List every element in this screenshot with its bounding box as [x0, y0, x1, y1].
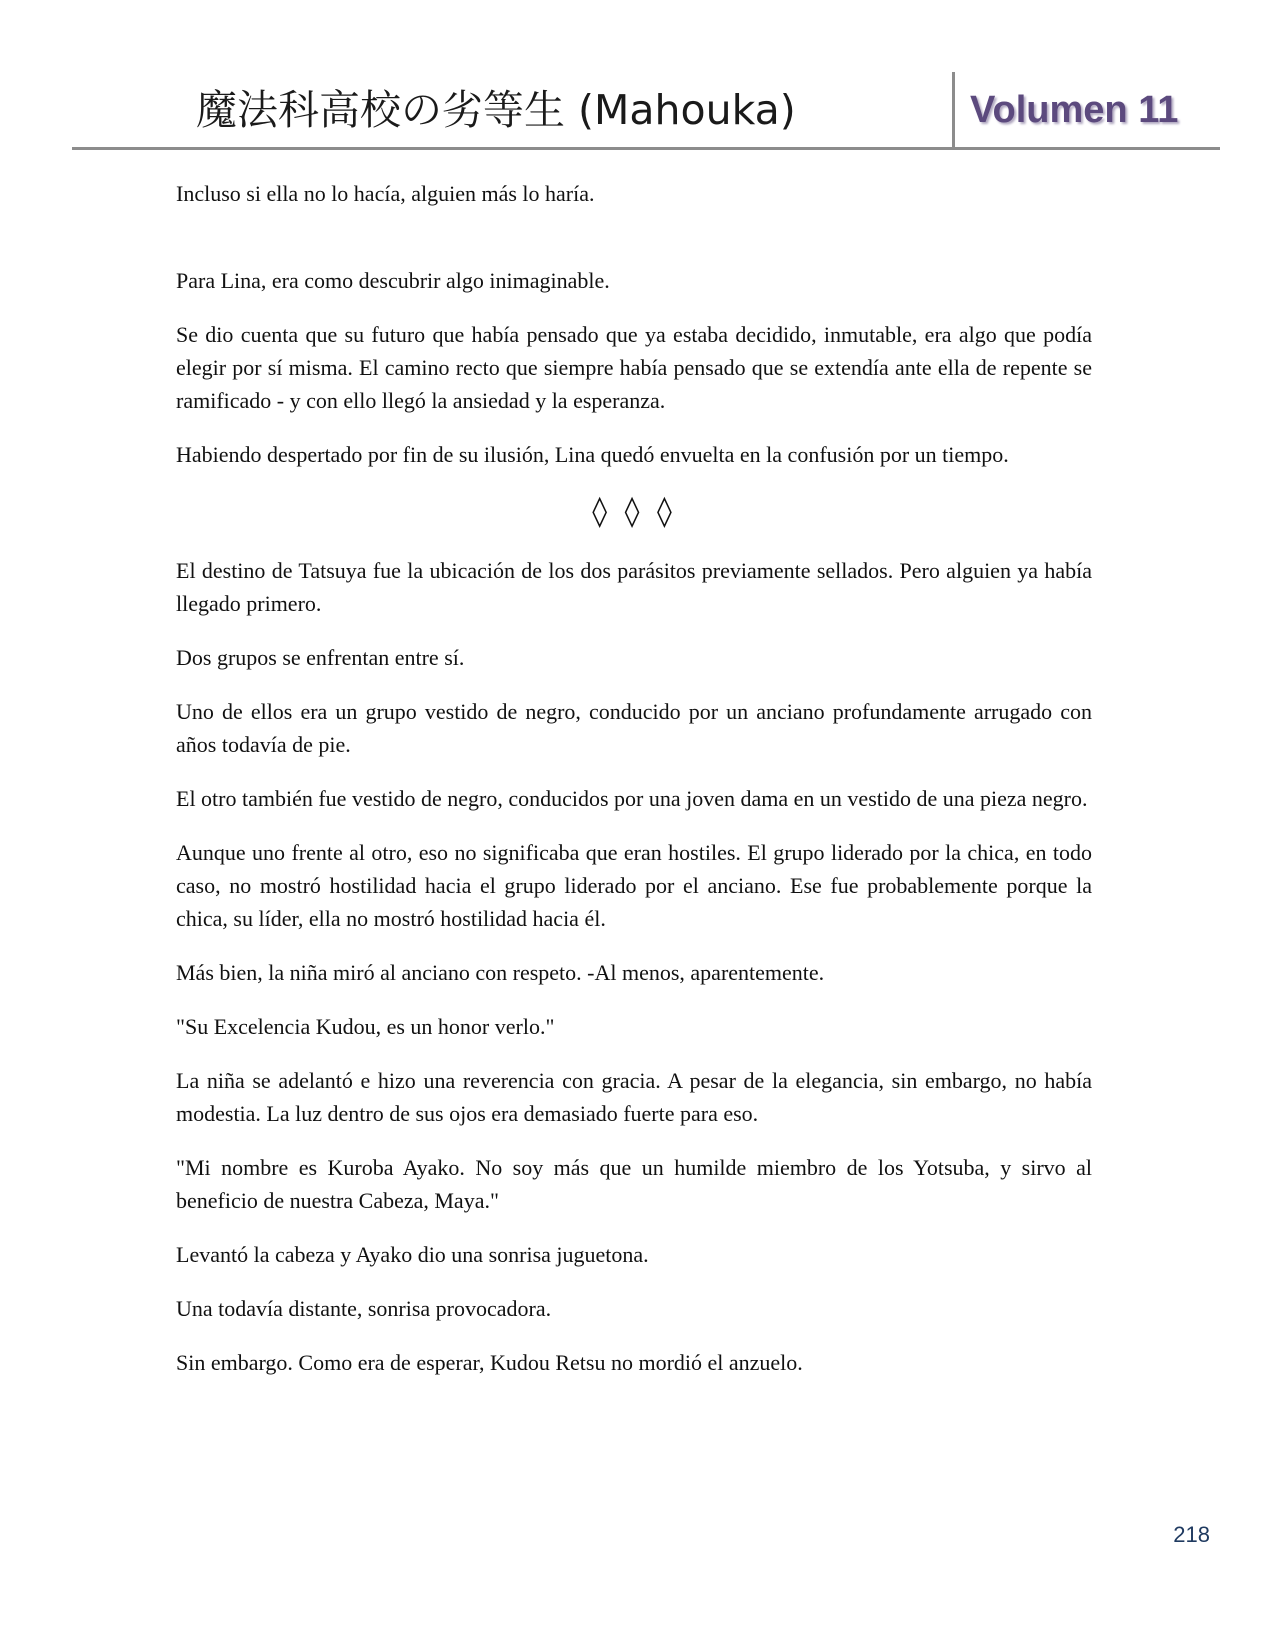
page-number: 218 [1173, 1522, 1210, 1547]
paragraph: Más bien, la niña miró al anciano con respeto. -Al menos, aparentemente. [176, 960, 825, 985]
scene-break: ◊ ◊ ◊ [592, 494, 676, 529]
paragraph: "Mi nombre es Kuroba Ayako. No soy más que un humilde miembro de los Yotsuba, y sirvo al beneficio de nuestra Cabeza, Maya." [176, 1155, 1092, 1213]
page-body [176, 177, 1092, 1400]
paragraph: Incluso si ella no lo hacía, alguien más lo haría. [176, 181, 595, 206]
page-header [72, 70, 1220, 150]
paragraph: Se dio cuenta que su futuro que había pensado que ya estaba decidido, inmutable, era algo que podía elegir por sí misma. El camino recto que siempre había pensado que se extendía ante ella de repente se ramificado - y con ello llegó la ansiedad y la esperanza. [176, 322, 1092, 413]
book-title: 魔法科高校の劣等生 (Mahouka) [196, 86, 796, 134]
paragraph: "Su Excelencia Kudou, es un honor verlo." [176, 1014, 555, 1039]
volume-label: Volumen 11 [970, 89, 1179, 131]
paragraph: Aunque uno frente al otro, eso no significaba que eran hostiles. El grupo liderado por la chica, en todo caso, no mostró hostilidad hacia el grupo liderado por el anciano. Ese fue probablemente porque la chica, su líder, ella no mostró hostilidad hacia él. [176, 840, 1092, 931]
paragraph: El destino de Tatsuya fue la ubicación de los dos parásitos previamente sellados. Pero alguien ya había llegado primero. [176, 558, 1092, 616]
paragraph: Sin embargo. Como era de esperar, Kudou Retsu no mordió el anzuelo. [176, 1350, 803, 1375]
header-rule [72, 147, 1220, 150]
paragraph: Dos grupos se enfrentan entre sí. [176, 645, 465, 670]
paragraph: Levantó la cabeza y Ayako dio una sonrisa juguetona. [176, 1242, 649, 1267]
header-separator [952, 72, 955, 148]
paragraph: El otro también fue vestido de negro, conducidos por una joven dama en un vestido de una pieza negro. [176, 786, 1088, 811]
paragraph: Uno de ellos era un grupo vestido de negro, conducido por un anciano profundamente arrugado con años todavía de pie. [176, 699, 1092, 757]
paragraph: La niña se adelantó e hizo una reverencia con gracia. A pesar de la elegancia, sin embargo, no había modestia. La luz dentro de sus ojos era demasiado fuerte para eso. [176, 1068, 1092, 1126]
paragraph: Una todavía distante, sonrisa provocadora. [176, 1296, 552, 1321]
paragraph: Habiendo despertado por fin de su ilusión, Lina quedó envuelta en la confusión por un tiempo. [176, 442, 1009, 467]
paragraph: Para Lina, era como descubrir algo inimaginable. [176, 268, 610, 293]
